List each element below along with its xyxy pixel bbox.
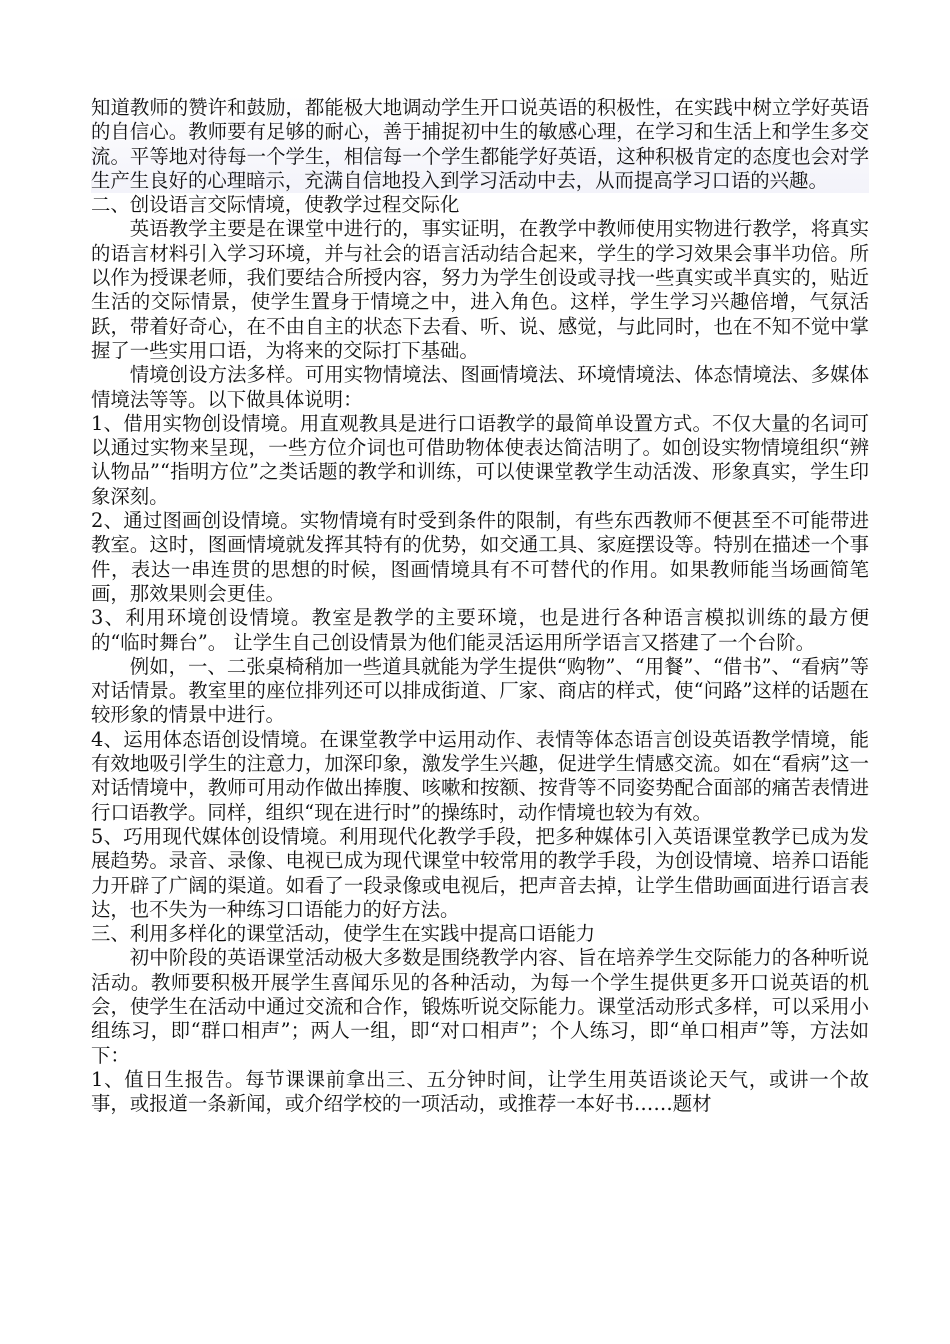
section-heading-2: 二、创设语言交际情境，使教学过程交际化 xyxy=(91,193,460,217)
paragraph-classroom-activities: 初中阶段的英语课堂活动极大多数是围绕教学内容、旨在培养学生交际能力的各种听说活动。教师要积极开展学生喜闻乐见的各种活动，为每一个学生提供更多开口说英语的机会，使学生在活动中通过交流和合作，锻炼听说交际能力。课堂活动形式多样，可以采用小组练习，即“群口相声”；两人一组，即“对口相声”；个人练习，即“单口相声”等，方法如下： xyxy=(91,946,869,1067)
list-item-environment: 3、利用环境创设情境。教室是教学的主要环境，也是进行各种语言模拟训练的最方便的“临时舞台”。 让学生自己创设情景为他们能灵活运用所学语言又搭建了一个台阶。 xyxy=(91,606,869,654)
paragraph-example: 例如，一、二张桌椅稍加一些道具就能为学生提供“购物”、“用餐”、“借书”、“看病”等对话情景。教室里的座位排列还可以排成街道、厂家、商店的样式，使“问路”这样的话题在较形象的情景中进行。 xyxy=(91,654,869,727)
list-item-pictures: 2、通过图画创设情境。实物情境有时受到条件的限制，有些东西教师不便甚至不可能带进教室。这时，图画情境就发挥其特有的优势，如交通工具、家庭摆设等。特别在描述一个事件，表达一串连贯的思想的时候，图画情境具有不可替代的作用。如果教师能当场画简笔画，那效果则会更佳。 xyxy=(91,509,869,605)
list-item-duty-report: 1、值日生报告。每节课课前拿出三、五分钟时间，让学生用英语谈论天气，或讲一个故事，或报道一条新闻，或介绍学校的一项活动，或推荐一本好书……题材 xyxy=(91,1067,869,1116)
paragraph-situational-teaching: 英语教学主要是在课堂中进行的，事实证明，在教学中教师使用实物进行教学，将真实的语言材料引入学习环境，并与社会的语言活动结合起来，学生的学习效果会事半功倍。所以作为授课老师，我们要结合所授内容，努力为学生创设或寻找一些真实或半真实的，贴近生活的交际情景，使学生置身于情境之中，进入角色。这样，学生学习兴趣倍增，气氛活跃，带着好奇心，在不由自主的状态下去看、听、说、感觉，与此同时，也在不知不觉中掌握了一些实用口语，为将来的交际打下基础。 xyxy=(91,217,869,362)
document-page xyxy=(91,96,869,1116)
section-heading-3: 三、利用多样化的课堂活动，使学生在实践中提高口语能力 xyxy=(91,922,596,946)
paragraph-encouragement: 知道教师的赞许和鼓励，都能极大地调动学生开口说英语的积极性，在实践中树立学好英语的自信心。教师要有足够的耐心，善于捕捉初中生的敏感心理，在学习和生活上和学生多交流。平等地对待每一个学生，相信每一个学生都能学好英语，这种积极肯定的态度也会对学生产生良好的心理暗示，充满自信地投入到学习活动中去，从而提高学习口语的兴趣。 xyxy=(91,96,869,192)
list-item-real-objects: 1、借用实物创设情境。用直观教具是进行口语教学的最简单设置方式。不仅大量的名词可以通过实物来呈现，一些方位介词也可借助物体使表达简洁明了。如创设实物情境组织“辨认物品”“指明方位”之类话题的教学和训练，可以使课堂教学生动活泼、形象真实，学生印象深刻。 xyxy=(91,411,869,508)
list-item-modern-media: 5、巧用现代媒体创设情境。利用现代化教学手段，把多种媒体引入英语课堂教学已成为发展趋势。录音、录像、电视已成为现代课堂中较常用的教学手段，为创设情境、培养口语能力开辟了广阔的渠道。如看了一段录像或电视后，把声音去掉，让学生借助画面进行语言表达，也不失为一种练习口语能力的好方法。 xyxy=(91,824,869,921)
paragraph-methods-intro: 情境创设方法多样。可用实物情境法、图画情境法、环境情境法、体态情境法、多媒体情境法等等。以下做具体说明： xyxy=(91,363,869,411)
list-item-body-language: 4、运用体态语创设情境。在课堂教学中运用动作、表情等体态语言创设英语教学情境，能有效地吸引学生的注意力，加深印象，激发学生兴趣，促进学生情感交流。如在“看病”这一对话情境中，教师可用动作做出捧腹、咳嗽和按额、按背等不同姿势配合面部的痛苦表情进行口语教学。同样，组织“现在进行时”的操练时，动作情境也较为有效。 xyxy=(91,727,869,824)
